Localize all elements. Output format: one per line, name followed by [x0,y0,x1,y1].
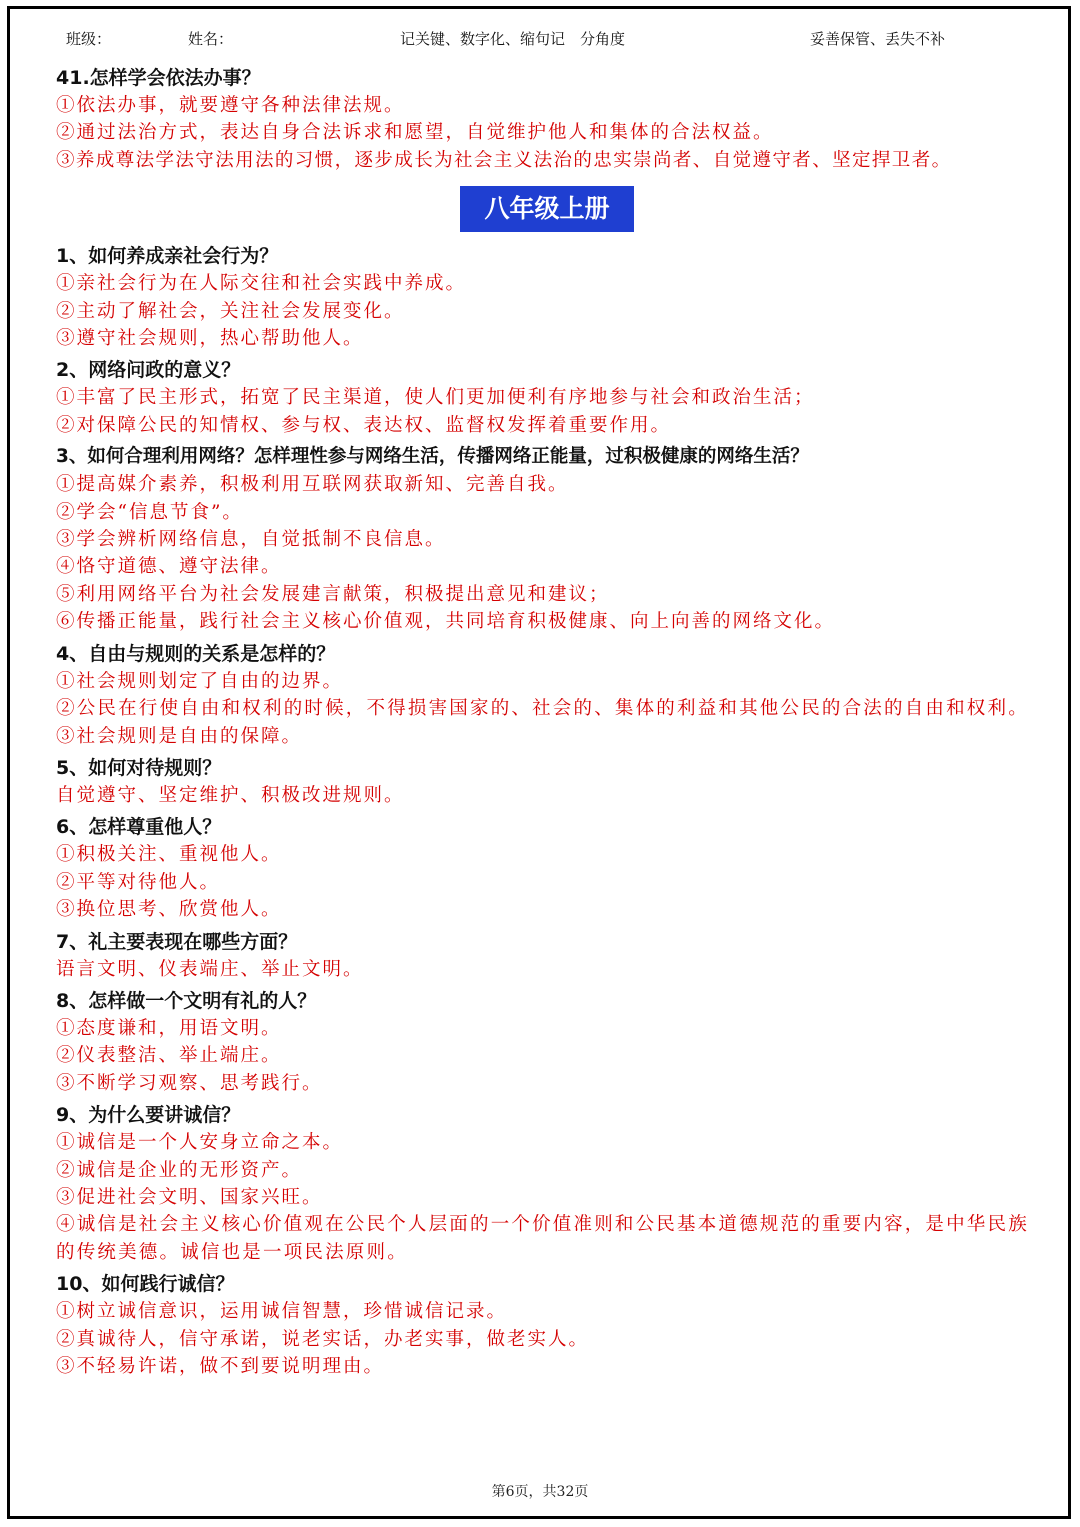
answer-line: ③遵守社会规则，热心帮助他人。 [56,328,364,350]
answer-line: ②真诚待人，信守承诺，说老实话，办老实事，做老实人。 [56,1328,590,1350]
answer-line: ③学会辨析网络信息，自觉抵制不良信息。 [56,529,446,551]
answer-line: ③养成尊法学法守法用法的习惯，逐步成长为社会主义法治的忠实崇尚者、自觉遵守者、坚定捍卫者。 [56,149,952,171]
section-banner-wrap [56,180,1046,240]
answer-line: 语言文明、仪表端庄、举止文明。 [56,958,364,980]
answer-line: ②公民在行使自由和权利的时候，不得损害国家的、社会的、集体的利益和其他公民的合法的自由和权利。 [56,698,1029,720]
question-title: 1、如何养成亲社会行为？ [56,245,279,268]
answer-line: ①亲社会行为在人际交往和社会实践中养成。 [56,273,467,295]
class-label: 班级： [66,30,112,48]
keep-notice: 妥善保管、丢失不补 [810,30,946,48]
question-block-3 [56,443,1046,635]
answer-line: ①积极关注、重视他人。 [56,844,282,866]
answer-line: ④恪守道德、遵守法律。 [56,556,282,578]
answer-line: ⑤利用网络平台为社会发展建言献策，积极提出意见和建议； [56,583,610,605]
question-block-6 [56,813,1046,923]
answer-line: ③不断学习观察、思考践行。 [56,1072,323,1094]
question-title: 10、如何践行诚信？ [56,1273,235,1296]
question-block-7 [56,928,1046,983]
study-tips: 记关键、数字化、缩句记 分角度 [400,30,626,48]
answer-line: ①诚信是一个人安身立命之本。 [56,1132,344,1154]
question-block-5 [56,754,1046,809]
answer-line: ④诚信是社会主义核心价值观在公民个人层面的一个价值准则和公民基本道德规范的重要内容，是中华民族的传统美德。诚信也是一项民法原则。 [56,1214,1029,1263]
question-title: 9、为什么要讲诚信？ [56,1104,241,1127]
question-title: 5、如何对待规则？ [56,756,222,779]
answer-line: ①态度谦和，用语文明。 [56,1017,282,1039]
answer-line: ③不轻易许诺，做不到要说明理由。 [56,1356,385,1377]
question-title: 3、如何合理利用网络？怎样理性参与网络生活，传播网络正能量，过积极健康的网络生活？ [56,446,809,468]
answer-line: ③换位思考、欣赏他人。 [56,899,282,921]
question-title: 8、怎样做一个文明有礼的人？ [56,989,317,1012]
question-block-2 [56,356,1046,439]
question-title: 41.怎样学会依法办事？ [56,67,261,89]
name-label: 姓名： [188,30,234,48]
answer-line: ②诚信是企业的无形资产。 [56,1159,303,1181]
question-block-41 [56,64,1046,174]
answer-line: ③促进社会文明、国家兴旺。 [56,1186,323,1208]
answer-line: ②学会“信息节食”。 [56,501,243,523]
answer-line: ①树立诚信意识，运用诚信智慧，珍惜诚信记录。 [56,1301,508,1323]
answer-line: ②主动了解社会，关注社会发展变化。 [56,300,405,322]
answer-line: ⑥传播正能量，践行社会主义核心价值观，共同培育积极健康、向上向善的网络文化。 [56,611,836,633]
answer-line: 自觉遵守、坚定维护、积极改进规则。 [56,784,405,806]
answer-line: ①社会规则划定了自由的边界。 [56,670,344,692]
question-title: 6、怎样尊重他人？ [56,816,222,839]
question-block-9 [56,1101,1046,1266]
question-title: 7、礼主要表现在哪些方面？ [56,930,298,953]
answer-line: ②对保障公民的知情权、参与权、表达权、监督权发挥着重要作用。 [56,414,672,436]
question-block-1 [56,242,1046,352]
page-number: 第6页，共32页 [491,1484,589,1500]
section-banner: 八年级上册 [460,186,634,232]
page-header [0,28,1080,50]
question-block-4 [56,640,1046,750]
page-content [56,64,1046,1384]
answer-line: ②平等对待他人。 [56,871,221,893]
question-block-8 [56,987,1046,1097]
answer-line: ③社会规则是自由的保障。 [56,725,303,747]
answer-line: ①提高媒介素养，积极利用互联网获取新知、完善自我。 [56,474,569,496]
question-block-10 [56,1270,1046,1380]
answer-line: ②通过法治方式，表达自身合法诉求和愿望，自觉维护他人和集体的合法权益。 [56,122,774,144]
answer-line: ②仪表整洁、举止端庄。 [56,1045,282,1067]
question-title: 2、网络问政的意义？ [56,359,241,382]
question-title: 4、自由与规则的关系是怎样的？ [56,642,336,665]
answer-line: ①丰富了民主形式，拓宽了民主渠道，使人们更加便利有序地参与社会和政治生活； [56,387,815,409]
answer-line: ①依法办事，就要遵守各种法律法规。 [56,95,405,116]
